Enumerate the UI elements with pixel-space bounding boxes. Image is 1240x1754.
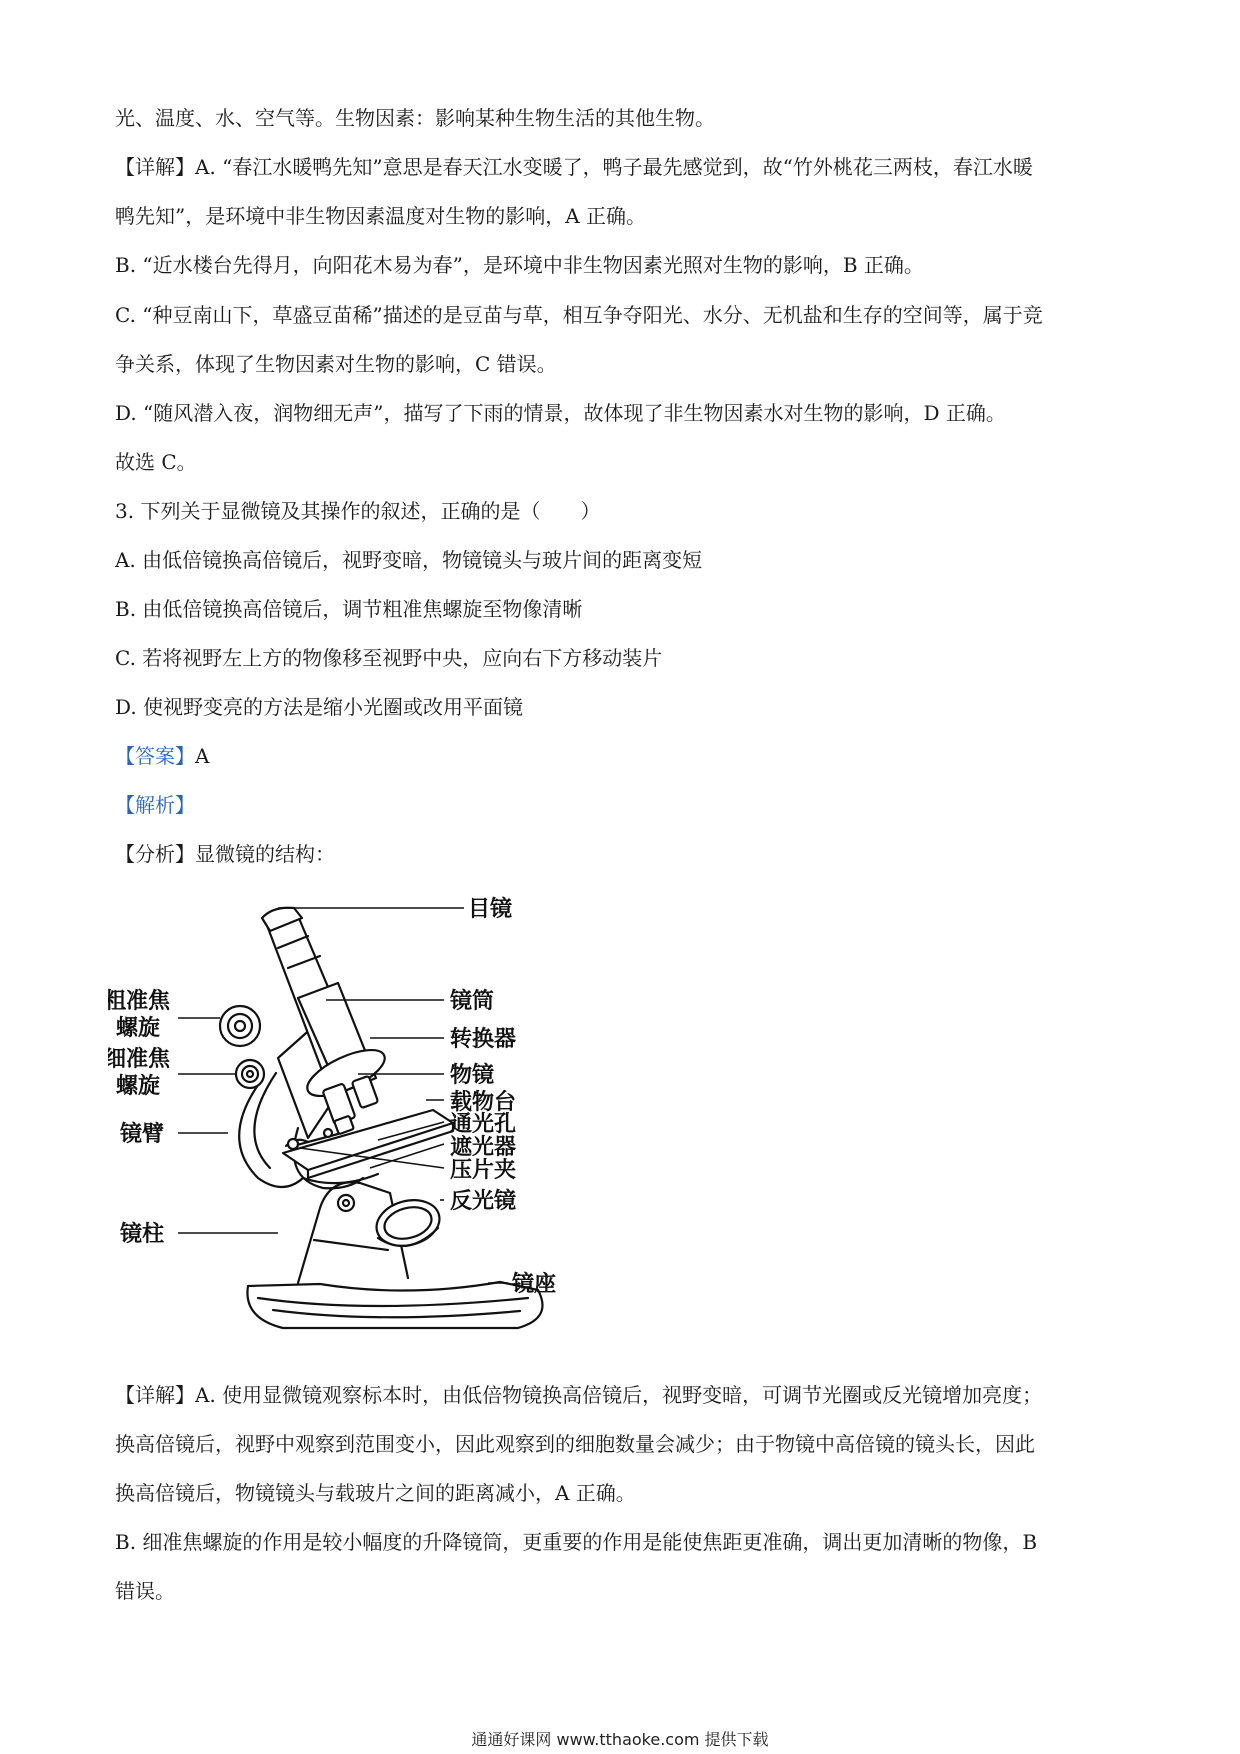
label-stage: 载物台 <box>450 1090 517 1115</box>
text-line: 故选 C。 <box>115 450 197 474</box>
text-line: 【详解】A. “春江水暖鸭先知”意思是春天江水变暖了，鸭子最先感觉到，故“竹外桃花三两枝，春江水暖 <box>115 155 1033 179</box>
label-base: 镜座 <box>512 1272 557 1297</box>
page-footer: 通通好课网 www.tthaoke.com 提供下载 <box>471 1730 769 1749</box>
label-mirror: 反光镜 <box>450 1189 517 1214</box>
option-d: D. 使视野变亮的方法是缩小光圈或改用平面镜 <box>115 695 524 719</box>
option-a: A. 由低倍镜换高倍镜后，视野变暗，物镜镜头与玻片间的距离变短 <box>115 548 703 572</box>
label-arm: 镜臂 <box>120 1122 165 1147</box>
text-line: C. “种豆南山下，草盛豆苗稀”描述的是豆苗与草，相互争夺阳光、水分、无机盐和生存的空间等，属于竞 <box>115 303 1043 327</box>
answer-label: 【答案】 <box>115 744 195 768</box>
answer-value: A <box>195 744 210 768</box>
analysis-label: 【解析】 <box>115 793 195 817</box>
detail-line: B. 细准焦螺旋的作用是较小幅度的升降镜筒，更重要的作用是能使焦距更准确，调出更加清晰的物像，B <box>115 1530 1038 1554</box>
text-line: 光、温度、水、空气等。生物因素：影响某种生物生活的其他生物。 <box>115 106 715 130</box>
option-c: C. 若将视野左上方的物像移至视野中央，应向右下方移动装片 <box>115 646 663 670</box>
label-fine-2: 螺旋 <box>116 1074 161 1099</box>
answer-line <box>115 741 1135 771</box>
analysis-line: 【分析】显微镜的结构： <box>115 842 335 866</box>
detail-line: 换高倍镜后，物镜镜头与载玻片之间的距离减小，A 正确。 <box>115 1481 636 1505</box>
detail-line: 【详解】A. 使用显微镜观察标本时，由低倍物镜换高倍镜后，视野变暗，可调节光圈或反光镜增加亮度； <box>115 1383 1043 1407</box>
microscope-diagram <box>108 878 598 1348</box>
label-fine-1: 细准焦 <box>108 1047 171 1072</box>
detail-line: 换高倍镜后，视野中观察到范围变小，因此观察到的细胞数量会减少；由于物镜中高倍镜的镜头长，因此 <box>115 1432 1035 1456</box>
question-stem: 3. 下列关于显微镜及其操作的叙述，正确的是（ ） <box>115 499 601 523</box>
text-line: D. “随风潜入夜，润物细无声”，描写了下雨的情景，故体现了非生物因素水对生物的影响，D 正确。 <box>115 401 1006 425</box>
text-line: 争关系，体现了生物因素对生物的影响，C 错误。 <box>115 352 557 376</box>
label-clip: 压片夹 <box>450 1158 517 1183</box>
label-coarse-2: 螺旋 <box>116 1016 161 1041</box>
label-objective: 物镜 <box>450 1063 495 1088</box>
label-eyepiece: 目镜 <box>468 897 513 922</box>
label-nosepiece: 转换器 <box>450 1027 517 1052</box>
label-tube: 镜筒 <box>450 989 495 1014</box>
text-line: 鸭先知”，是环境中非生物因素温度对生物的影响，A 正确。 <box>115 204 647 228</box>
text-line: B. “近水楼台先得月，向阳花木易为春”，是环境中非生物因素光照对生物的影响，B 正确。 <box>115 253 924 277</box>
detail-line: 错误。 <box>115 1579 175 1603</box>
microscope-illustration <box>108 878 598 1348</box>
label-aperture: 通光孔 <box>450 1112 517 1137</box>
label-pillar: 镜柱 <box>120 1222 165 1247</box>
label-diaphragm: 遮光器 <box>450 1135 517 1160</box>
option-b: B. 由低倍镜换高倍镜后，调节粗准焦螺旋至物像清晰 <box>115 597 583 621</box>
label-coarse-1: 粗准焦 <box>108 989 171 1014</box>
